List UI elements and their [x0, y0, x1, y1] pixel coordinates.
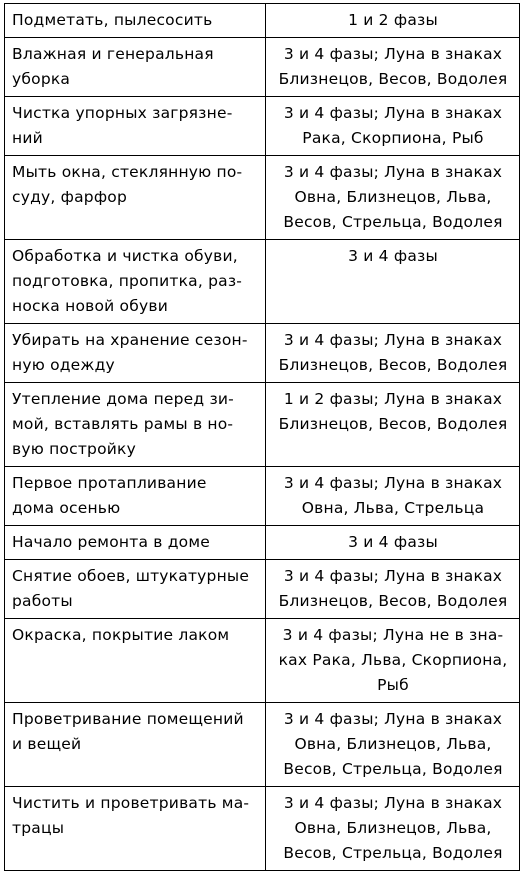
phases-cell: 3 и 4 фазы; Луна не в зна- ках Рака, Льва, Скорпиона, Рыб	[266, 619, 520, 703]
phases-cell: 3 и 4 фазы; Луна в знаках Овна, Близнецов, Льва, Весов, Стрельца, Водолея	[266, 156, 520, 240]
task-cell: Влажная и генеральная уборка	[5, 38, 266, 97]
phases-cell: 3 и 4 фазы	[266, 240, 520, 324]
task-cell: Подметать, пылесосить	[5, 4, 266, 38]
table-row	[5, 703, 520, 787]
phases-cell: 3 и 4 фазы; Луна в знаках Овна, Льва, Стрельца	[266, 467, 520, 526]
phases-cell: 3 и 4 фазы; Луна в знаках Близнецов, Весов, Водолея	[266, 38, 520, 97]
table-row	[5, 619, 520, 703]
table-row	[5, 97, 520, 156]
task-cell: Чистка упорных загрязне- ний	[5, 97, 266, 156]
table-row	[5, 560, 520, 619]
phases-cell: 3 и 4 фазы; Луна в знаках Овна, Близнецов, Льва, Весов, Стрельца, Водолея	[266, 787, 520, 871]
task-cell: Снятие обоев, штукатурные работы	[5, 560, 266, 619]
phases-cell: 1 и 2 фазы	[266, 4, 520, 38]
phases-cell: 1 и 2 фазы; Луна в знаках Близнецов, Весов, Водолея	[266, 383, 520, 467]
task-cell: Чистить и проветривать ма- трацы	[5, 787, 266, 871]
phases-cell: 3 и 4 фазы; Луна в знаках Овна, Близнецов, Льва, Весов, Стрельца, Водолея	[266, 703, 520, 787]
task-cell: Окраска, покрытие лаком	[5, 619, 266, 703]
phases-cell: 3 и 4 фазы; Луна в знаках Близнецов, Весов, Водолея	[266, 324, 520, 383]
task-cell: Проветривание помещений и вещей	[5, 703, 266, 787]
task-cell: Первое протапливание дома осенью	[5, 467, 266, 526]
lunar-household-table	[4, 3, 520, 871]
task-cell: Утепление дома перед зи- мой, вставлять рамы в но- вую постройку	[5, 383, 266, 467]
task-cell: Мыть окна, стеклянную по- суду, фарфор	[5, 156, 266, 240]
table-row	[5, 383, 520, 467]
table-row	[5, 240, 520, 324]
task-cell: Обработка и чистка обуви, подготовка, пропитка, раз- носка новой обуви	[5, 240, 266, 324]
phases-cell: 3 и 4 фазы; Луна в знаках Близнецов, Весов, Водолея	[266, 560, 520, 619]
table-row	[5, 787, 520, 871]
table-row	[5, 467, 520, 526]
phases-cell: 3 и 4 фазы; Луна в знаках Рака, Скорпиона, Рыб	[266, 97, 520, 156]
phases-cell: 3 и 4 фазы	[266, 526, 520, 560]
table-row	[5, 526, 520, 560]
table-row	[5, 38, 520, 97]
task-cell: Убирать на хранение сезон- ную одежду	[5, 324, 266, 383]
task-cell: Начало ремонта в доме	[5, 526, 266, 560]
table-row	[5, 156, 520, 240]
table-row	[5, 4, 520, 38]
table-row	[5, 324, 520, 383]
